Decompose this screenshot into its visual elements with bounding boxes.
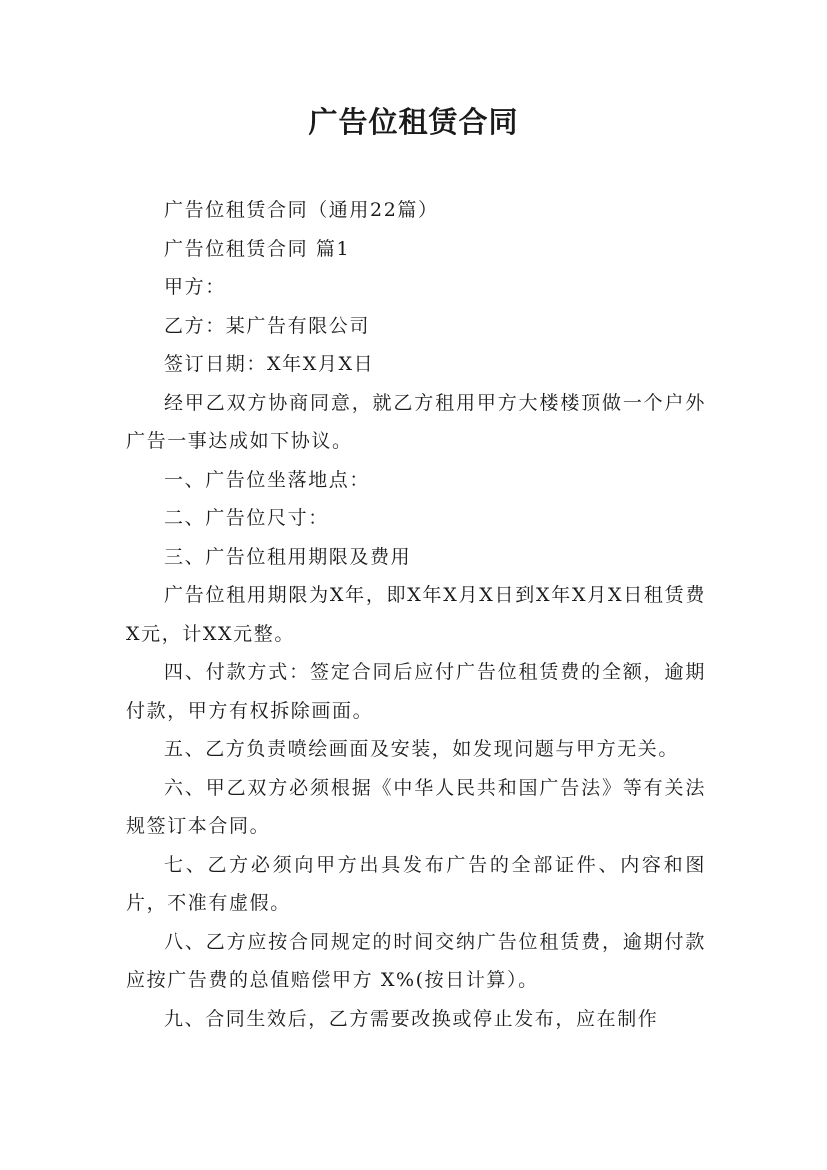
paragraph-clause-9: 九、合同生效后，乙方需要改换或停止发布，应在制作 [164,1007,659,1030]
paragraph-clause-3: 三、广告位租用期限及费用 [164,545,412,568]
paragraph-clause-8: 八、乙方应按合同规定的时间交纳广告位租赁费，逾期付款应按广告费的总值赔偿甲方 X%(按日计算）。 [126,930,706,991]
paragraph-clause-2: 二、广告位尺寸： [164,507,329,529]
paragraph-section-heading: 广告位租赁合同 篇1 [164,237,351,260]
document-title: 广告位租赁合同 [308,105,519,139]
paragraph-clause-4: 四、付款方式：签定合同后应付广告位租赁费的全额，逾期付款，甲方有权拆除画面。 [126,661,706,722]
document-body [126,191,706,1038]
paragraph-clause-3-detail: 广告位租用期限为X年，即X年X月X日到X年X月X日租赁费X元，计XX元整。 [126,584,706,645]
paragraph-sign-date: 签订日期：X年X月X日 [164,353,375,375]
paragraph-subtitle: 广告位租赁合同（通用22篇） [164,199,439,221]
paragraph-clause-7: 七、乙方必须向甲方出具发布广告的全部证件、内容和图片，不准有虚假。 [126,853,706,914]
paragraph-clause-1: 一、广告位坐落地点： [164,468,371,491]
paragraph-preamble: 经甲乙双方协商同意，就乙方租用甲方大楼楼顶做一个户外广告一事达成如下协议。 [126,391,706,452]
paragraph-clause-5: 五、乙方负责喷绘画面及安装，如发现问题与甲方无关。 [164,738,680,760]
paragraph-party-b: 乙方：某广告有限公司 [164,314,371,337]
paragraph-party-a: 甲方： [164,276,226,298]
paragraph-clause-6: 六、甲乙双方必须根据《中华人民共和国广告法》等有关法规签订本合同。 [126,776,706,837]
